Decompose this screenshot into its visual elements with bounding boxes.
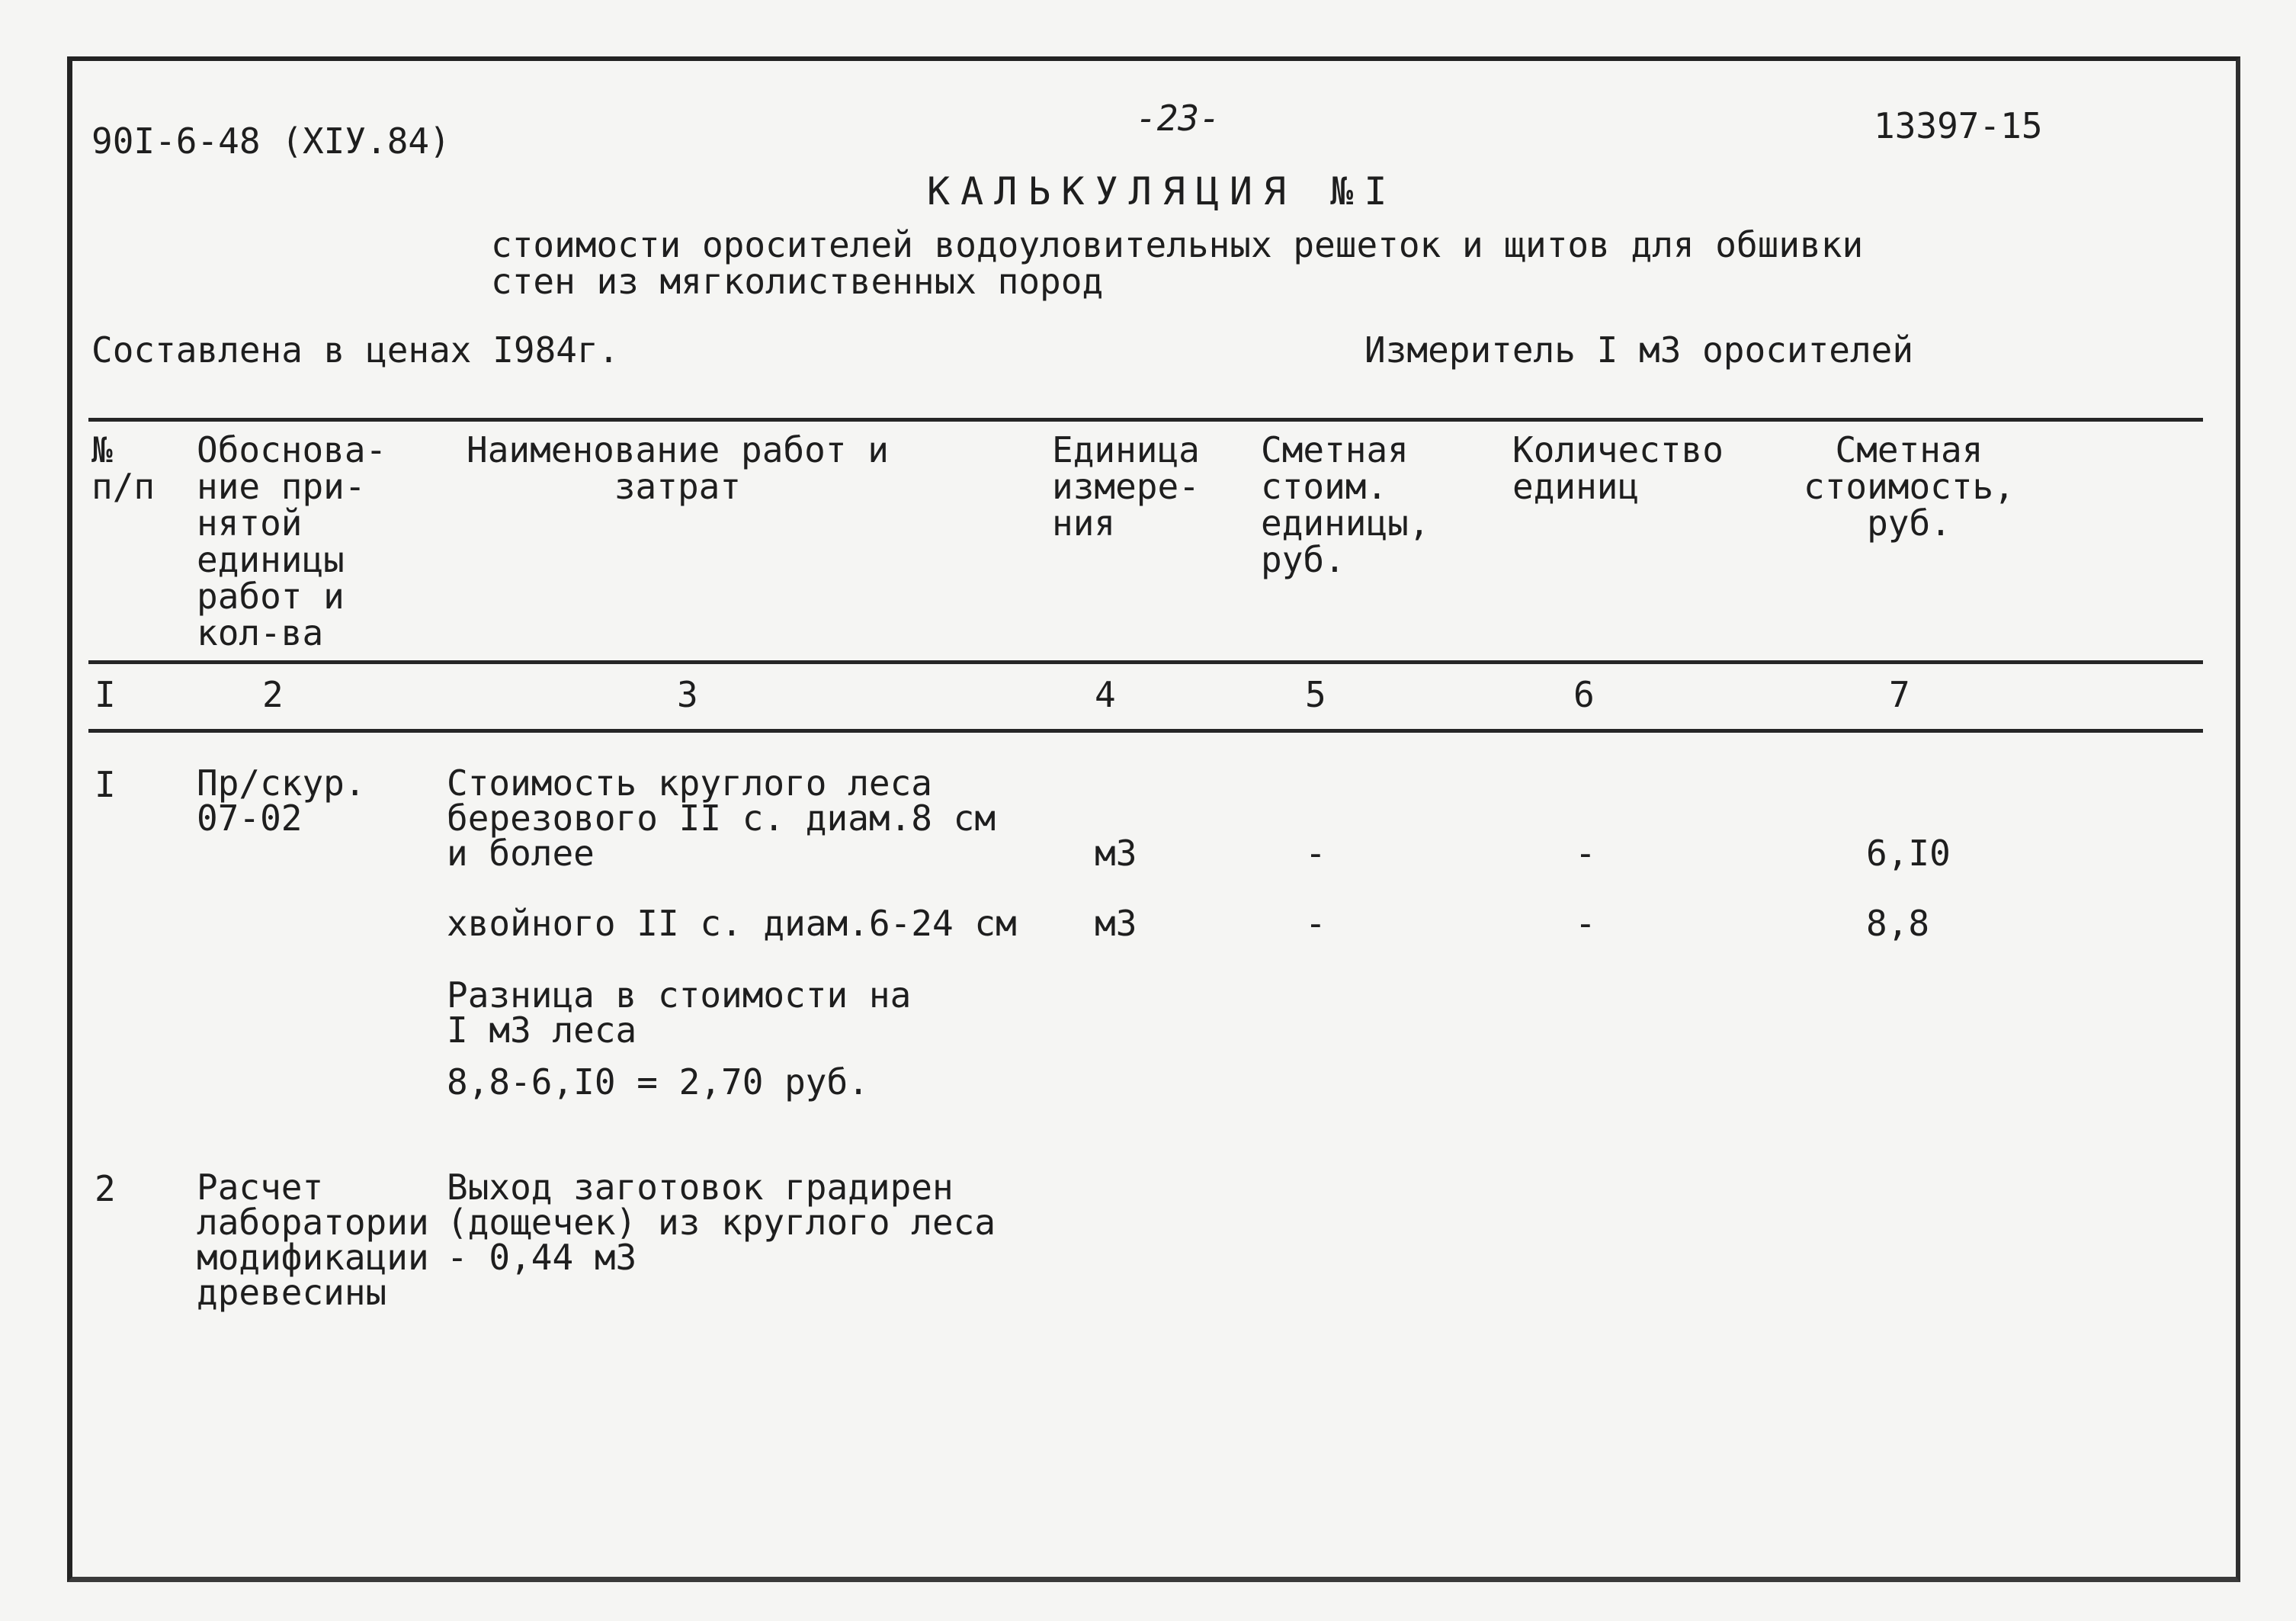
item-unit: м3 bbox=[1095, 903, 1137, 944]
col-header-5: Сметная стоим. единицы, руб. bbox=[1261, 429, 1430, 580]
item-unit-price: - bbox=[1305, 833, 1326, 874]
item-name: Разница в стоимости на I м3 леса bbox=[447, 974, 912, 1051]
col-header-1: № п/п bbox=[91, 429, 156, 507]
compiled-prices: Составлена в ценах I984г. bbox=[91, 329, 620, 371]
measurement-unit: Измеритель I м3 оросителей bbox=[1364, 329, 1914, 371]
table-header-rule bbox=[88, 660, 2203, 664]
item-name: хвойного II с. диам.6-24 см bbox=[447, 903, 1017, 944]
row-number: 2 bbox=[95, 1168, 116, 1209]
item-cost: 8,8 bbox=[1866, 903, 1930, 944]
item-formula: 8,8-6,I0 = 2,70 руб. bbox=[447, 1061, 869, 1103]
page-number: -23- bbox=[1136, 98, 1220, 139]
col-header-7: Сметная стоимость, руб. bbox=[1804, 429, 2015, 544]
item-unit-price: - bbox=[1305, 903, 1326, 944]
col-number-4: 4 bbox=[1095, 674, 1116, 715]
table-numbers-rule bbox=[88, 729, 2203, 733]
item-name: Выход заготовок градирен (дощечек) из круглого леса - 0,44 м3 bbox=[447, 1167, 996, 1278]
col-header-2: Обоснова- ние при- нятой единицы работ и кол-ва bbox=[197, 429, 387, 653]
row-basis: Расчет лаборатории модификации древесины bbox=[197, 1167, 429, 1313]
col-number-6: 6 bbox=[1573, 674, 1595, 715]
table-top-rule bbox=[88, 418, 2203, 422]
col-number-2: 2 bbox=[262, 674, 284, 715]
col-header-4: Единица измере- ния bbox=[1052, 429, 1200, 544]
page-frame bbox=[67, 56, 2240, 1582]
item-quantity: - bbox=[1575, 833, 1596, 874]
item-quantity: - bbox=[1575, 903, 1596, 944]
col-number-5: 5 bbox=[1305, 674, 1326, 715]
col-header-3: Наименование работ и затрат bbox=[467, 429, 889, 507]
item-unit: м3 bbox=[1095, 833, 1137, 874]
row-basis: Пр/скур. 07-02 bbox=[197, 762, 366, 839]
col-number-1: I bbox=[95, 674, 116, 715]
document-code: 90I-6-48 (XIУ.84) bbox=[91, 120, 451, 162]
col-header-6: Количество единиц bbox=[1512, 429, 1724, 507]
col-number-3: 3 bbox=[677, 674, 698, 715]
document-title: КАЛЬКУЛЯЦИЯ №I bbox=[927, 169, 1398, 213]
item-cost: 6,I0 bbox=[1866, 833, 1951, 874]
col-number-7: 7 bbox=[1889, 674, 1910, 715]
item-name: Стоимость круглого леса березового II с. диам.8 см и более bbox=[447, 762, 996, 874]
archive-number: 13397-15 bbox=[1874, 105, 2043, 146]
subtitle-line-2: стен из мягколиственных пород bbox=[491, 261, 1104, 302]
subtitle-line-1: стоимости оросителей водоуловительных решеток и щитов для обшивки bbox=[491, 224, 1864, 265]
row-number: I bbox=[95, 764, 116, 805]
